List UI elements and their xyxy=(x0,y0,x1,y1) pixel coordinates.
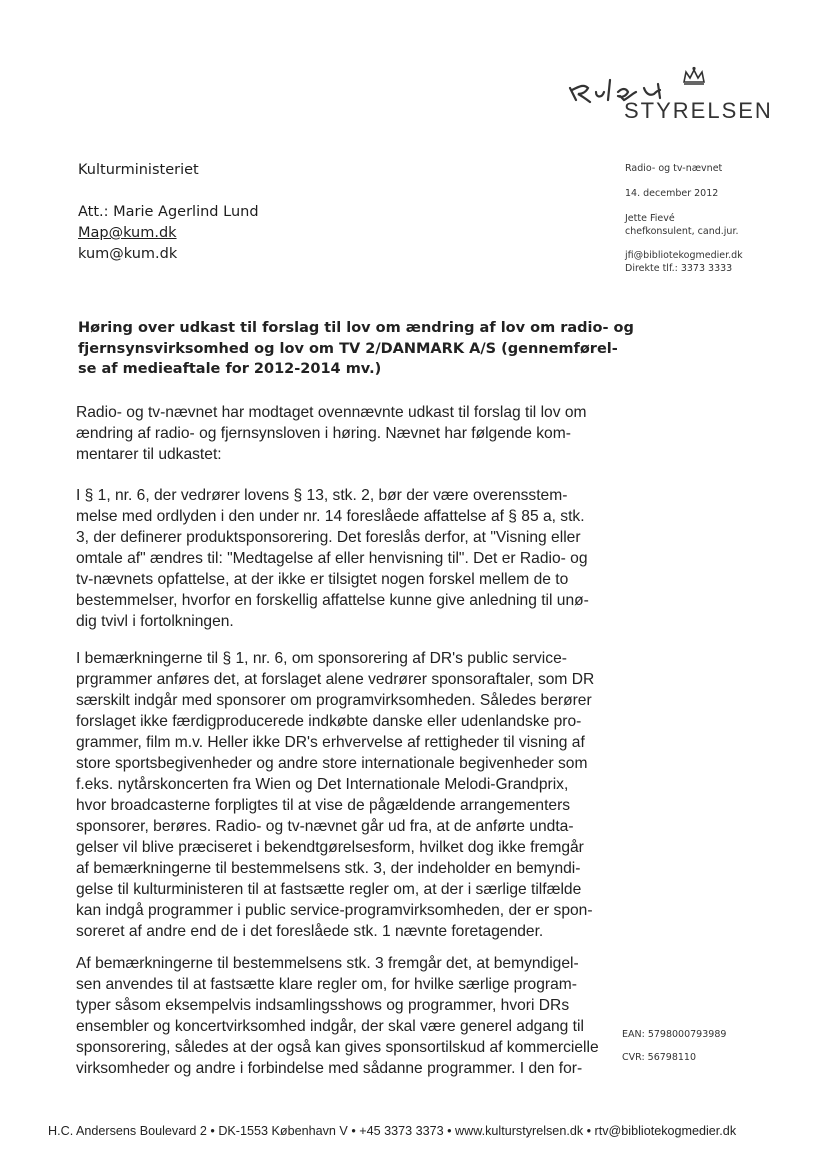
text-line: kan indgå programmer i public service-programvirksomheden, der er spon- xyxy=(76,902,593,919)
text-line: mentarer til udkastet: xyxy=(76,446,222,463)
text-line: sponsorer, berøres. Radio- og tv-nævnet går ud fra, at de anførte undta- xyxy=(76,818,574,835)
sender-department: Radio- og tv-nævnet xyxy=(625,163,723,174)
text-line: virksomheder og andre i forbindelse med sådanne programmer. I den for- xyxy=(76,1060,583,1077)
text-line: sponsorering, således at der også kan gives sponsortilskud af kommercielle xyxy=(76,1039,599,1056)
ean-number: EAN: 5798000793989 xyxy=(622,1029,727,1040)
text-line: f.eks. nytårskoncerten fra Wien og Det Internationale Melodi-Grandprix, xyxy=(76,776,569,793)
subject-line: fjernsynsvirksomhed og lov om TV 2/DANMARK A/S (gennemførel- xyxy=(78,340,618,357)
text-line: soreret af andre end de i det foreslåede stk. 1 nævnte foretagender. xyxy=(76,923,544,940)
page-footer: H.C. Andersens Boulevard 2 • DK-1553 København V • +45 3373 3373 • www.kulturstyrelsen.dk • rtv@bibliotekogmedier.dk xyxy=(48,1124,737,1138)
text-line: grammer, film m.v. Heller ikke DR's erhvervelse af rettigheder til visning af xyxy=(76,734,585,751)
text-line: 3, der definerer produktsponsorering. Det foreslås derfor, at "Visning eller xyxy=(76,529,581,546)
body-paragraph-1 xyxy=(76,402,587,465)
sender-title: chefkonsulent, cand.jur. xyxy=(625,226,739,237)
body-paragraph-3 xyxy=(76,648,594,942)
recipient-organization: Kulturministeriet xyxy=(78,162,199,178)
recipient-email: kum@kum.dk xyxy=(78,246,178,262)
recipient-email-link[interactable]: Map@kum.dk xyxy=(78,225,177,241)
text-line: ensembler og koncertvirksomhed indgår, der skal være generel adgang til xyxy=(76,1018,584,1035)
text-line: af bemærkningerne til bestemmelsens stk. 3, der indeholder en bemyndi- xyxy=(76,860,581,877)
text-line: typer såsom eksempelvis indsamlingsshows og programmer, hvori DRs xyxy=(76,997,570,1014)
letter-date: 14. december 2012 xyxy=(625,188,719,199)
text-line: Radio- og tv-nævnet har modtaget ovennævnte udkast til forslag til lov om xyxy=(76,404,587,421)
crown-icon xyxy=(684,67,704,84)
text-line: hvor broadcasterne forpligtes til at vise de pågældende arrangementers xyxy=(76,797,571,814)
subject-line: se af medieaftale for 2012-2014 mv.) xyxy=(78,361,382,377)
text-line: I § 1, nr. 6, der vedrører lovens § 13, stk. 2, bør der være overensstem- xyxy=(76,487,568,504)
text-line: melse med ordlyden i den under nr. 14 foreslåede affattelse af § 85 a, stk. xyxy=(76,508,585,525)
text-line: store sportsbegivenheder og andre store internationale begivenheder som xyxy=(76,755,588,772)
text-line: bestemmelser, hvorfor en forskellig affattelse kunne give anledning til unø- xyxy=(76,592,589,609)
logo-styrelsen-text: STYRELSEN xyxy=(624,98,773,123)
body-paragraph-4 xyxy=(76,953,599,1079)
sender-email: jfi@bibliotekogmedier.dk xyxy=(625,250,743,261)
body-paragraph-2 xyxy=(76,485,589,632)
recipient-attention: Att.: Marie Agerlind Lund xyxy=(78,204,259,220)
text-line: gelser vil blive præciseret i bekendtgørelsesform, hvilket dog ikke fremgår xyxy=(76,839,584,856)
sender-name: Jette Fievé xyxy=(625,213,675,224)
text-line: omtale af" ændres til: "Medtagelse af eller henvisning til". Det er Radio- og xyxy=(76,550,588,567)
sender-phone: Direkte tlf.: 3373 3333 xyxy=(625,263,733,274)
text-line: særskilt indgår med sponsorer om programvirksomheden. Således berører xyxy=(76,692,592,709)
text-line: tv-nævnets opfattelse, at der ikke er tilsigtet nogen forskel mellem de to xyxy=(76,571,569,588)
cvr-number: CVR: 56798110 xyxy=(622,1052,697,1063)
text-line: dig tvivl i fortolkningen. xyxy=(76,613,234,630)
text-line: I bemærkningerne til § 1, nr. 6, om sponsorering af DR's public service- xyxy=(76,650,567,667)
text-line: sen anvendes til at fastsætte klare regler om, for hvilke særlige program- xyxy=(76,976,577,993)
text-line: ændring af radio- og fjernsynsloven i høring. Nævnet har følgende kom- xyxy=(76,425,571,442)
kulturstyrelsen-logo xyxy=(566,58,773,128)
subject-line: Høring over udkast til forslag til lov om ændring af lov om radio- og xyxy=(78,320,634,336)
text-line: prgrammer anføres det, at forslaget alene vedrører sponsoraftaler, som DR xyxy=(76,671,595,688)
letter-subject xyxy=(78,318,634,380)
text-line: forslaget ikke færdigproducerede indkøbte danske eller udenlandske pro- xyxy=(76,713,582,730)
text-line: gelse til kulturministeren til at fastsætte regler om, at der i særlige tilfælde xyxy=(76,881,582,898)
text-line: Af bemærkningerne til bestemmelsens stk. 3 fremgår det, at bemyndigel- xyxy=(76,955,579,972)
